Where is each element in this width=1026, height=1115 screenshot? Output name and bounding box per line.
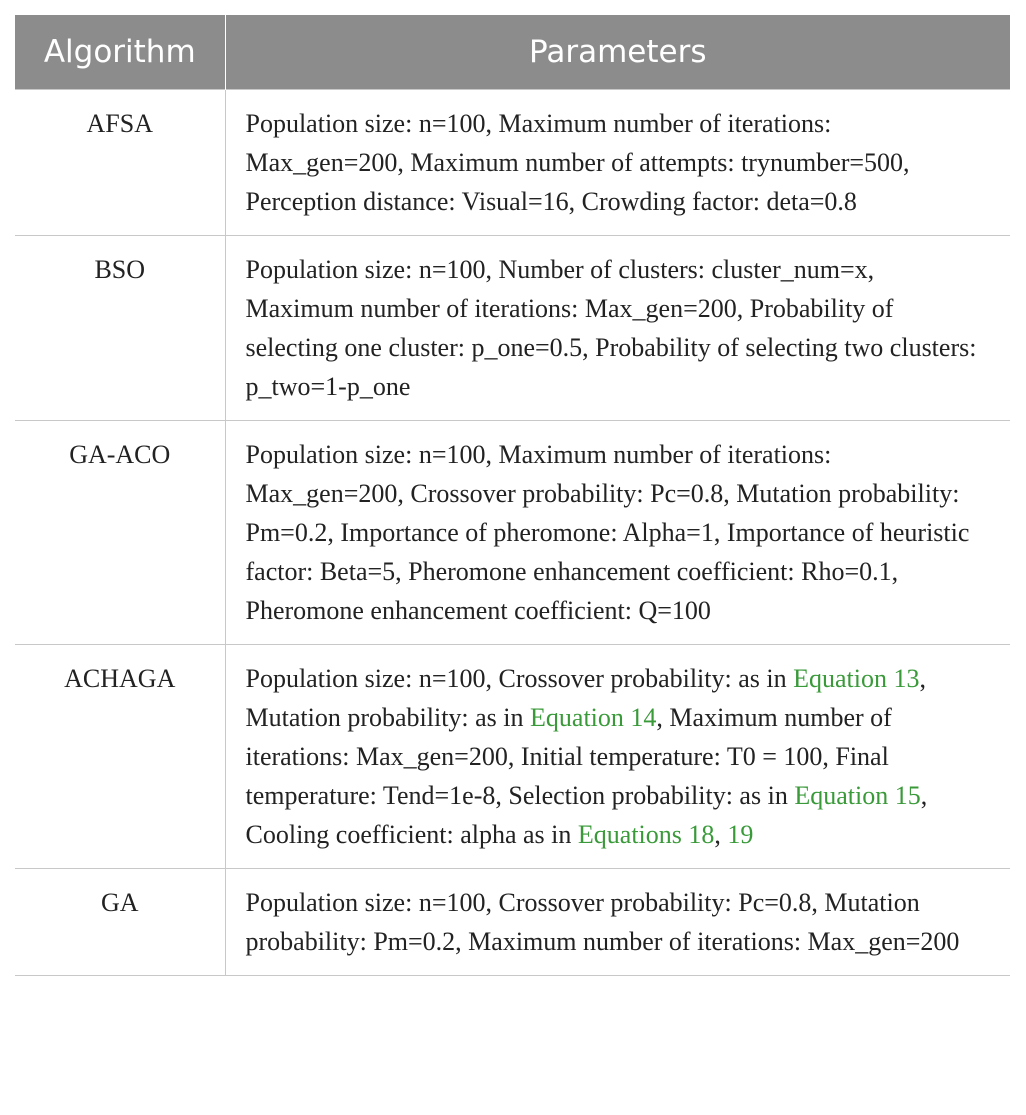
- table-row: [15, 645, 1010, 869]
- table-body: [15, 90, 1010, 976]
- header-row: [15, 15, 1010, 90]
- parameter-text: Population size: n=100, Crossover probability: as in: [245, 664, 794, 693]
- header-algorithm: Algorithm: [15, 15, 225, 90]
- parameter-text: ,: [714, 820, 728, 849]
- table-row: [15, 869, 1010, 976]
- parameters-table-container: [15, 15, 1010, 976]
- parameters-cell: [225, 90, 1010, 236]
- parameters-cell: [225, 421, 1010, 645]
- parameter-text: Population size: n=100, Crossover probability: Pc=0.8, Mutation probability: Pm=0.2, Maximum number of iterations: Max_gen=200: [245, 888, 960, 956]
- parameters-table: [15, 15, 1010, 976]
- parameter-text: , Cooling coefficient: alpha as in: [245, 781, 928, 849]
- table-row: [15, 236, 1010, 421]
- algorithm-cell: BSO: [15, 236, 225, 421]
- parameters-cell: [225, 645, 1010, 869]
- equation-link[interactable]: Equation 14: [530, 703, 657, 732]
- parameters-cell: [225, 869, 1010, 976]
- equation-link[interactable]: Equations 18: [577, 820, 715, 849]
- equation-link[interactable]: Equation 15: [794, 781, 921, 810]
- table-header: [15, 15, 1010, 90]
- table-row: [15, 90, 1010, 236]
- algorithm-cell: GA-ACO: [15, 421, 225, 645]
- parameter-text: , Maximum number of iterations: Max_gen=200, Initial temperature: T0 = 100, Final temperature: Tend=1e-8, Selection probability: as in: [245, 703, 892, 810]
- algorithm-cell: AFSA: [15, 90, 225, 236]
- parameter-text: , Mutation probability: as in: [245, 664, 926, 732]
- equation-link[interactable]: 19: [727, 820, 754, 849]
- algorithm-cell: GA: [15, 869, 225, 976]
- parameters-cell: [225, 236, 1010, 421]
- equation-link[interactable]: Equation 13: [793, 664, 920, 693]
- parameter-text: Population size: n=100, Maximum number of iterations: Max_gen=200, Maximum number of attempts: trynumber=500, Perception distance: Visual=16, Crowding factor: deta=0.8: [245, 109, 910, 216]
- algorithm-cell: ACHAGA: [15, 645, 225, 869]
- parameter-text: Population size: n=100, Number of clusters: cluster_num=x, Maximum number of iterations: Max_gen=200, Probability of selecting one cluster: p_one=0.5, Probability of selecting two clusters: p_two=1-p_one: [245, 255, 977, 401]
- header-parameters: Parameters: [225, 15, 1010, 90]
- parameter-text: Population size: n=100, Maximum number of iterations: Max_gen=200, Crossover probability: Pc=0.8, Mutation probability: Pm=0.2, Importance of pheromone: Alpha=1, Importance of heuristic factor: Beta=5, Pheromone enhancement coefficient: Rho=0.1, Pheromone enhancement coefficient: Q=100: [245, 440, 970, 625]
- table-row: [15, 421, 1010, 645]
